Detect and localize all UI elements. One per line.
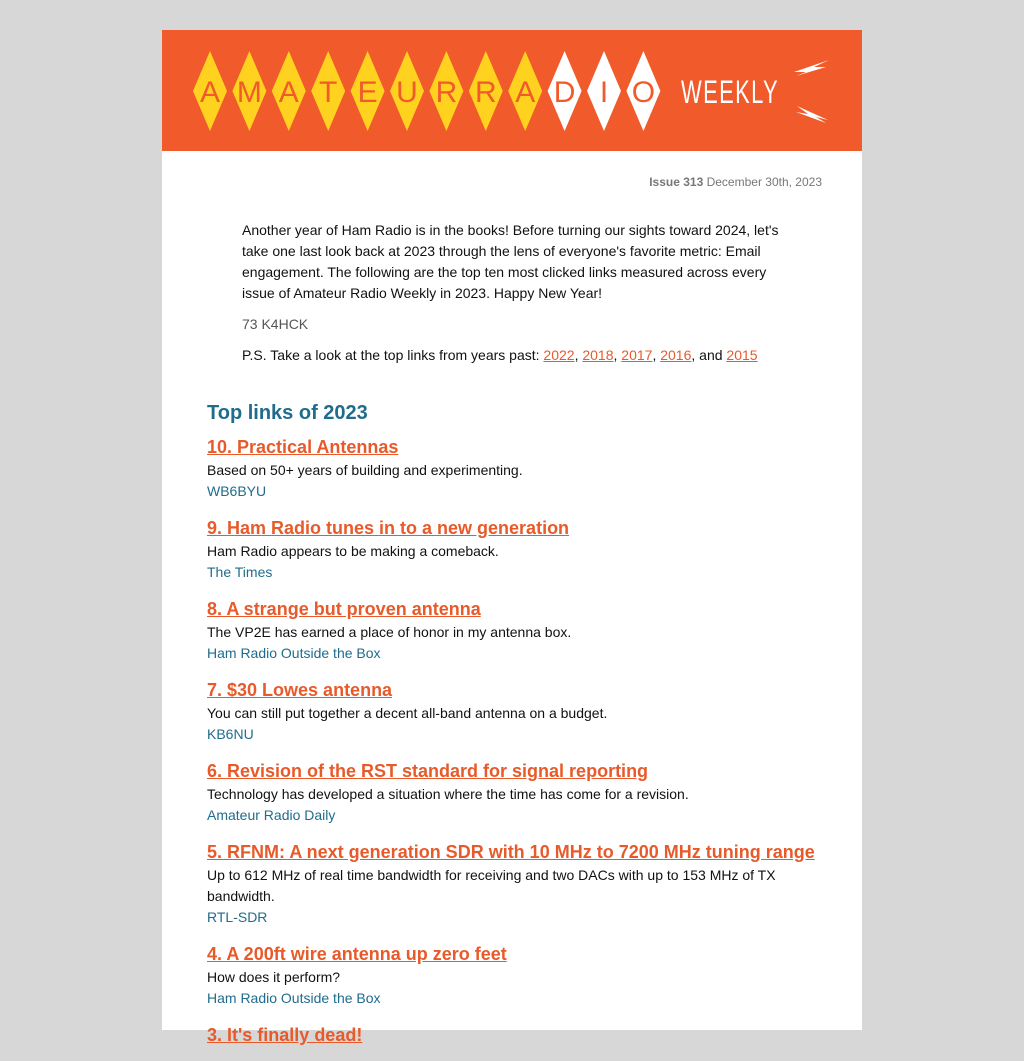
amateur-radio-weekly-logo	[162, 30, 862, 151]
separator: ,	[613, 347, 622, 363]
list-item	[207, 517, 822, 583]
item-description: Up to 612 MHz of real time bandwidth for receiving and two DACs with up to 153 MHz of TX bandwidth.	[207, 867, 776, 904]
email-body	[162, 30, 862, 1045]
issue-date: December 30th, 2023	[706, 175, 822, 189]
item-title-link[interactable]: 4. A 200ft wire antenna up zero feet	[207, 944, 507, 964]
item-title-link[interactable]: 3. It's finally dead!	[207, 1025, 363, 1045]
logo-letter: M	[236, 76, 262, 109]
list-item	[207, 598, 822, 664]
list-item	[207, 436, 822, 502]
item-title-link[interactable]: 10. Practical Antennas	[207, 437, 399, 457]
svg-text:WEEKLY: WEEKLY	[681, 74, 779, 110]
item-source: Ham Radio Outside the Box	[207, 645, 381, 661]
item-title-link[interactable]: 9. Ham Radio tunes in to a new generation	[207, 518, 570, 538]
logo-letter: A	[199, 76, 221, 109]
item-title-link[interactable]: 8. A strange but proven antenna	[207, 599, 481, 619]
item-title-link[interactable]: 6. Revision of the RST standard for signal reporting	[207, 761, 649, 781]
list-item	[207, 943, 822, 1009]
separator: , and	[691, 347, 727, 363]
logo-letter: D	[553, 76, 576, 109]
item-source: Amateur Radio Daily	[207, 807, 336, 823]
item-description: How does it perform?	[207, 969, 341, 985]
list-item	[207, 1024, 822, 1046]
year-link-2016[interactable]: 2016	[660, 347, 692, 363]
item-source: WB6BYU	[207, 483, 267, 499]
postscript	[242, 345, 787, 366]
list-item	[207, 679, 822, 745]
item-source: KB6NU	[207, 726, 254, 742]
item-description: The VP2E has earned a place of honor in my antenna box.	[207, 624, 572, 640]
postscript-text: P.S. Take a look at the top links from years past:	[242, 347, 544, 363]
logo-letter: R	[474, 76, 497, 109]
year-link-2022[interactable]: 2022	[543, 347, 575, 363]
logo-letter: A	[278, 76, 299, 109]
header-banner[interactable]	[162, 30, 862, 151]
issue-number: Issue 313	[649, 175, 704, 189]
logo-letter: A	[515, 76, 536, 109]
item-title-link[interactable]: 7. $30 Lowes antenna	[207, 680, 393, 700]
item-description: You can still put together a decent all-band antenna on a budget.	[207, 705, 608, 721]
intro-section	[242, 220, 787, 376]
logo-letter: E	[357, 76, 378, 109]
item-source: Ham Radio Outside the Box	[207, 990, 381, 1006]
year-link-2018[interactable]: 2018	[582, 347, 614, 363]
separator: ,	[652, 347, 661, 363]
intro-paragraph: Another year of Ham Radio is in the books! Before turning our sights toward 2024, let's take one last look back at 2023 through the lens of everyone's favorite metric: Email engagement. The following are the top ten most clicked links measured across every issue of Amateur Radio Weekly in 2023. Happy New Year!	[242, 222, 779, 301]
list-item	[207, 841, 822, 928]
item-description: Based on 50+ years of building and experimenting.	[207, 462, 523, 478]
item-source: The Times	[207, 564, 273, 580]
logo-letter: T	[319, 76, 338, 109]
logo-letter: R	[435, 76, 458, 109]
top-links-section	[207, 400, 822, 1061]
item-source: RTL-SDR	[207, 909, 268, 925]
list-item	[207, 760, 822, 826]
item-title-link[interactable]: 5. RFNM: A next generation SDR with 10 MHz to 7200 MHz tuning range	[207, 842, 815, 862]
year-link-2015[interactable]: 2015	[726, 347, 758, 363]
item-description: Technology has developed a situation where the time has come for a revision.	[207, 786, 689, 802]
logo-letter: O	[631, 76, 656, 109]
issue-meta	[649, 175, 822, 189]
separator: ,	[574, 347, 583, 363]
section-title: Top links of 2023	[207, 402, 368, 424]
year-link-2017[interactable]: 2017	[621, 347, 653, 363]
item-description: Ham Radio appears to be making a comeback.	[207, 543, 499, 559]
signoff: 73 K4HCK	[242, 316, 309, 332]
logo-letter: U	[396, 76, 418, 109]
logo-letter: I	[599, 76, 609, 109]
